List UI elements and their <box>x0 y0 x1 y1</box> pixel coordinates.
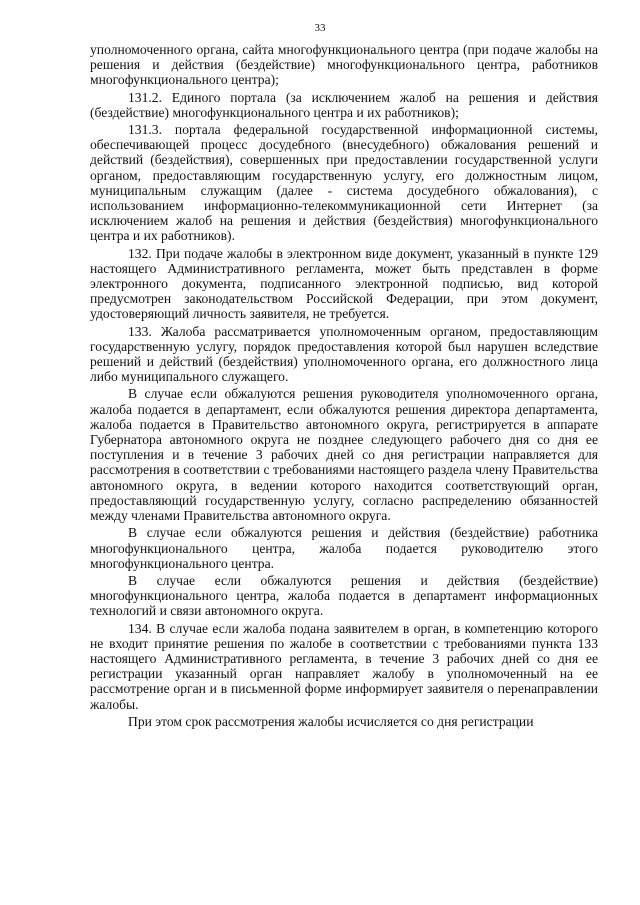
paragraph: 132. При подаче жалобы в электронном виде документ, указанный в пункте 129 настоящего Административного регламента, может быть представлен в форме электронного документа, подписанного электронной подписью, вид которой предусмотрен законодательством Российской Федерации, при этом документ, удостоверяющий личность заявителя, не требуется. <box>90 245 598 322</box>
document-body <box>90 42 598 731</box>
paragraph: В случае если обжалуются решения руководителя уполномоченного органа, жалоба подается в департамент, если обжалуются решения директора департамента, жалоба подается в Правительство автономного округа, регистрируется в аппарате Губернатора автономного округа не позднее следующего рабочего дня со дня ее поступления и в течение 3 рабочих дней со дня регистрации направляется для рассмотрения в соответствии с требованиями настоящего раздела члену Правительства автономного округа, в ведении которого находится соответствующий орган, предоставляющий государственную услугу, согласно распределению обязанностей между членами Правительства автономного округа. <box>90 386 598 524</box>
paragraph: 131.3. портала федеральной государственной информационной системы, обеспечивающей процесс досудебного (внесудебного) обжалования решений и действий (бездействия), совершенных при предоставлении государственной услуги органом, предоставляющим государственную услугу, его должностным лицом, муниципальным служащим (далее - система досудебного обжалования), с использованием информационно-телекоммуникационной сети Интернет (за исключением жалоб на решения и действия (бездействия) многофункционального центра и их работников). <box>90 122 598 244</box>
paragraph: При этом срок рассмотрения жалобы исчисляется со дня регистрации <box>128 713 534 729</box>
paragraph: В случае если обжалуются решения и действия (бездействие) многофункционального центра, жалоба подается в департамент информационных технологий и связи автономного округа. <box>90 572 598 619</box>
paragraph: В случае если обжалуются решения и действия (бездействие) работника многофункционального центра, жалоба подается руководителю этого многофункционального центра. <box>90 525 598 571</box>
paragraph: уполномоченного органа, сайта многофункционального центра (при подаче жалобы на решения и действия (бездействие) многофункционального центра, работников многофункционального центра); <box>90 42 598 88</box>
page-number: 33 <box>314 22 326 34</box>
paragraph: 131.2. Единого портала (за исключением жалоб на решения и действия (бездействие) многофункционального центра и их работников); <box>90 89 598 120</box>
paragraph: 133. Жалоба рассматривается уполномоченным органом, предоставляющим государственную услугу, порядок предоставления которой был нарушен вследствие решений и действий (бездействия) уполномоченного органа, его должностного лица либо муниципального служащего. <box>90 323 598 385</box>
paragraph: 134. В случае если жалоба подана заявителем в орган, в компетенцию которого не входит принятие решения по жалобе в соответствии с требованиями пункта 133 настоящего Административного регламента, в течение 3 рабочих дней со дня ее регистрации указанный орган направляет жалобу в уполномоченный на ее рассмотрение орган и в письменной форме информирует заявителя о перенаправлении жалобы. <box>90 620 598 712</box>
